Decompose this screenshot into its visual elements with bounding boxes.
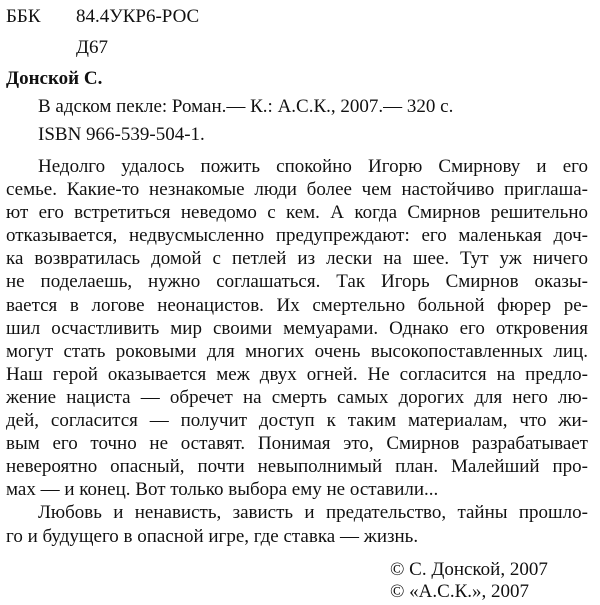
annotation-line: Недолго удалось пожить спокойно Игорю Смирнову и его (38, 156, 588, 177)
author-cutter-code: Д67 (76, 37, 108, 58)
annotation-line: Наш герой оказывается меж двух огней. Не согласится на предло- (6, 363, 588, 385)
annotation-line: отказывается, недвусмысленно предупреждают: его маленькая доч- (6, 225, 588, 247)
annotation-line: ют его встретиться неведомо с кем. А когда Смирнов решительно (6, 202, 588, 224)
annotation-line: дей, согласится — получит доступ к таким материалам, что жи- (6, 410, 588, 432)
annotation-line: могут стать роковыми для многих очень высокопоставленных лиц. (6, 340, 588, 362)
annotation-line: ка возвратилась домой с петлей из лески на шее. Тут уж ничего (6, 248, 588, 270)
annotation-line: вым его точно не оставят. Понимая это, Смирнов разрабатывает (6, 433, 588, 455)
bbk-label: ББК (6, 6, 41, 27)
annotation-line: семье. Какие-то незнакомые люди более чем настойчиво приглаша- (6, 179, 588, 201)
isbn-line: ISBN 966-539-504-1. (38, 124, 205, 145)
title-imprint-line: В адском пекле: Роман.— К.: А.С.К., 2007.— 320 с. (38, 96, 454, 117)
copyright-author: © С. Донской, 2007 (390, 559, 548, 580)
annotation-line: вается в логове неонацистов. Их смертельно больной фюрер ре- (6, 294, 588, 316)
annotation-line: мах — и конец. Вот только выбора ему не оставили... (6, 479, 439, 501)
annotation-line: шил осчастливить мир своими мемуарами. Однако его откровения (6, 317, 588, 339)
annotation-line: невероятно опасный, почти невыполнимый план. Малейший про- (6, 456, 588, 478)
annotation-line: Любовь и ненависть, зависть и предательство, тайны прошло- (38, 502, 588, 524)
annotation-block (6, 155, 588, 548)
author-name: Донской С. (6, 68, 103, 89)
annotation-line: не поделаешь, нужно соглашаться. Так Игорь Смирнов оказы- (6, 271, 588, 293)
copyright-publisher: © «А.С.К.», 2007 (390, 581, 530, 602)
annotation-paragraph-2 (6, 501, 588, 547)
annotation-line: го и будущего в опасной игре, где ставка — жизнь. (6, 525, 419, 547)
bbk-code: 84.4УКР6-РОС (76, 6, 200, 27)
annotation-line: жение нациста — обречет на смерть самых дорогих для него лю- (6, 386, 588, 408)
annotation-paragraph-1 (6, 155, 588, 501)
